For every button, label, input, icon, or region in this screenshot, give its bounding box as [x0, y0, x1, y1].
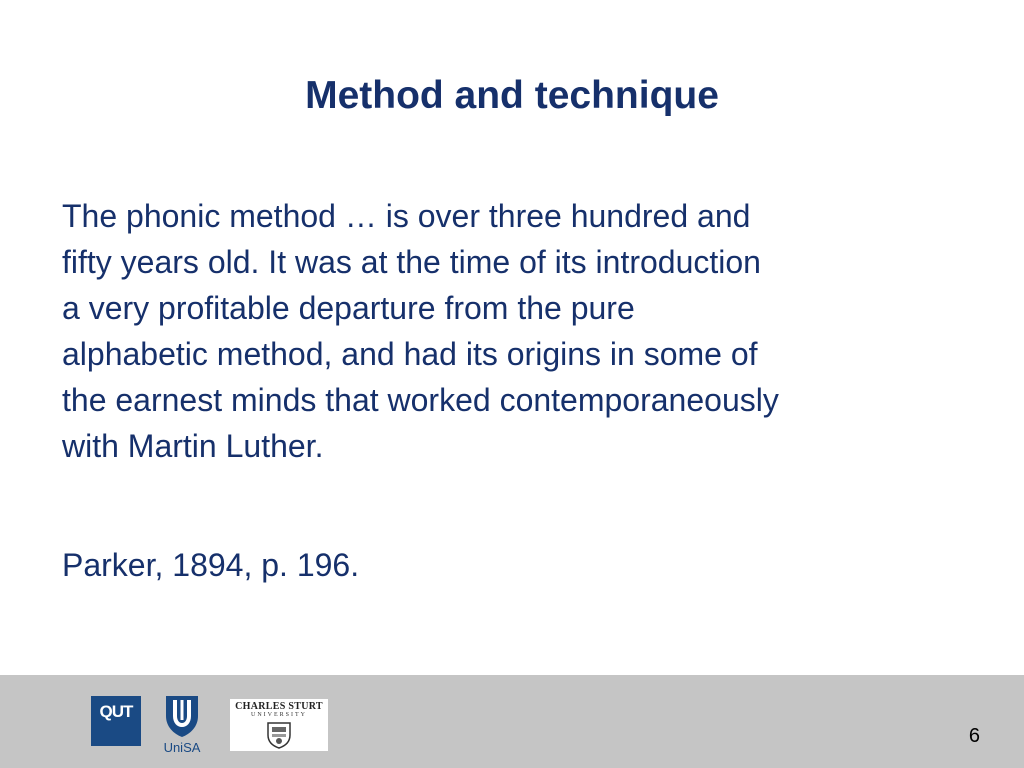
- quote-text: The phonic method … is over three hundred and fifty years old. It was at the time of its introduction a very profitable departure from the pure alphabetic method, and had its origins in some of the earnest minds that worked contemporaneously with Martin Luther.: [62, 198, 779, 464]
- qut-logo: [91, 696, 141, 746]
- unisa-logo-text: UniSA: [163, 740, 201, 755]
- unisa-logo: [152, 692, 212, 760]
- qut-logo-text: QUT: [99, 702, 133, 721]
- csu-logo: [230, 699, 328, 751]
- csu-crest-icon: [266, 721, 292, 749]
- slide-title: Method and technique: [305, 74, 719, 117]
- csu-logo-subtext: UNIVERSITY: [251, 712, 307, 718]
- unisa-shield-icon: [164, 694, 200, 738]
- page-number: 6: [968, 725, 980, 747]
- slide-body: [62, 193, 972, 583]
- citation-text: Parker, 1894, p. 196.: [62, 547, 360, 583]
- footer-bar: [0, 675, 1024, 768]
- csu-logo-text: CHARLES STURT: [235, 701, 323, 712]
